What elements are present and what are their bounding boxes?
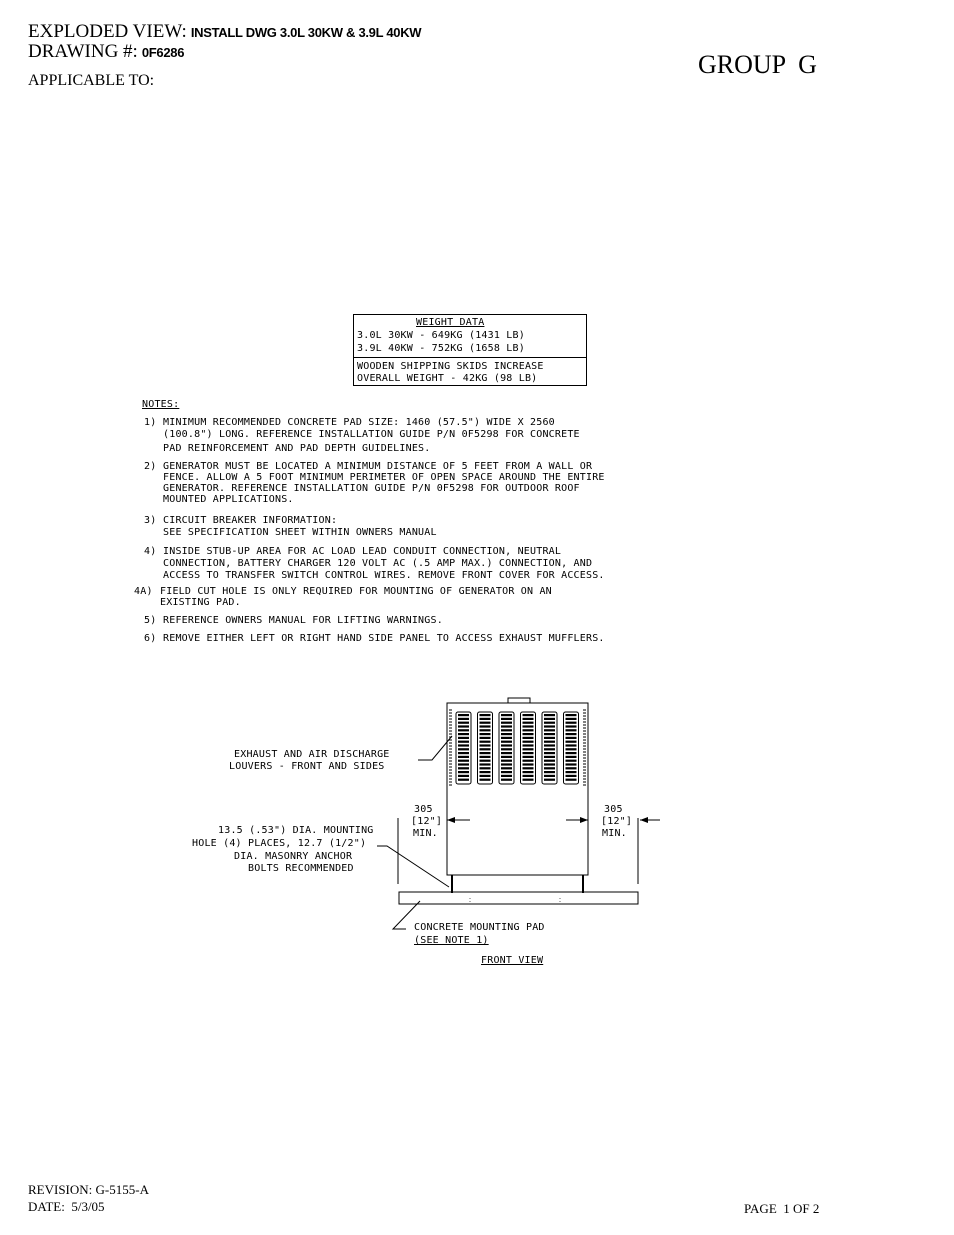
note-number: 4) [144,546,157,557]
louver-slot [458,714,469,716]
exhaust-cap [508,698,530,703]
louver-slot [480,741,491,743]
louver-slot [501,714,512,716]
louver-slot [458,729,469,731]
pad-callout: CONCRETE MOUNTING PAD [414,922,545,933]
louver-slot [458,763,469,765]
louver-slot [544,756,555,758]
louver-slot [544,741,555,743]
weight-data-title: WEIGHT DATA [416,317,485,328]
louver-slot [566,748,577,750]
louver-slot [566,779,577,781]
louver-slot [523,729,534,731]
page-number: PAGE 1 OF 2 [744,1201,820,1216]
note-number: 4A) [134,586,153,597]
louver-slot [566,718,577,720]
louver-slot [458,748,469,750]
louver-slot [458,744,469,746]
louver-slot [480,748,491,750]
front-louvers [456,712,579,784]
note-line: CONNECTION, BATTERY CHARGER 120 VOLT AC (.5 AMP MAX.) CONNECTION, AND [163,558,593,569]
louver-slot [566,714,577,716]
louver-slot [458,756,469,758]
louver-slot [501,763,512,765]
note-line: INSIDE STUB-UP AREA FOR AC LOAD LEAD CONDUIT CONNECTION, NEUTRAL [163,546,562,557]
louver-slot [523,714,534,716]
louver-slot [566,771,577,773]
louver-slot [458,752,469,754]
mounting-callout-line-4: BOLTS RECOMMENDED [248,863,354,874]
louver-slot [544,771,555,773]
louver-slot [523,748,534,750]
right-clearance-min: MIN. [602,828,627,839]
louver-slot [566,722,577,724]
pad-note-reference-text: (SEE NOTE 1) [414,935,489,946]
louver-slot [480,771,491,773]
mounting-callout-line-1: 13.5 (.53") DIA. MOUNTING [218,825,374,836]
louver-slot [501,760,512,762]
left-clearance-min: MIN. [413,828,438,839]
louver-slot [501,744,512,746]
louver-slot [544,760,555,762]
notes-title: NOTES: [142,399,180,410]
note-number: 3) [144,515,157,526]
louver-slot [458,733,469,735]
louver-slot [501,737,512,739]
exploded-view-label: EXPLODED VIEW: [28,21,187,42]
louver-slot [501,733,512,735]
applicable-to-label: APPLICABLE TO: [28,72,155,89]
louver-slot [566,744,577,746]
louver-slot [544,714,555,716]
date-label: DATE: 5/3/05 [28,1199,105,1214]
left-clearance-value: 305 [414,804,433,815]
louver-slot [523,733,534,735]
note-line: PAD REINFORCEMENT AND PAD DEPTH GUIDELINES. [163,443,431,454]
note-line: MINIMUM RECOMMENDED CONCRETE PAD SIZE: 1460 (57.5") WIDE X 2560 [163,417,555,428]
louver-slot [480,763,491,765]
louver-slot [458,725,469,727]
louver-slot [566,767,577,769]
louver-slot [544,733,555,735]
louver-slot [501,725,512,727]
note-number: 5) [144,615,157,626]
louver-slot [480,767,491,769]
louver-slot [523,718,534,720]
louver-slot [480,722,491,724]
skid-weight-line-1: WOODEN SHIPPING SKIDS INCREASE [357,361,544,372]
louver-slot [480,725,491,727]
louver-slot [480,737,491,739]
louver-slot [458,767,469,769]
louver-slot [544,752,555,754]
louver-slot [566,752,577,754]
louver-slot [458,760,469,762]
note-line: MOUNTED APPLICATIONS. [163,494,294,505]
louver-slot [544,725,555,727]
weight-row-30kw: 3.0L 30KW - 649KG (1431 LB) [357,330,525,341]
louver-slot [501,775,512,777]
louver-slot [480,733,491,735]
louver-slot [523,760,534,762]
louver-slot [544,729,555,731]
revision-label: REVISION: G-5155-A [28,1182,149,1197]
exploded-view-value: INSTALL DWG 3.0L 30KW & 3.9L 40KW [190,25,422,40]
louver-slot [480,714,491,716]
louver-slot [523,722,534,724]
louver-slot [501,752,512,754]
note-number: 2) [144,461,157,472]
louver-slot [458,775,469,777]
louver-slot [501,718,512,720]
louver-slot [523,767,534,769]
note-line: REFERENCE OWNERS MANUAL FOR LIFTING WARNINGS. [163,615,443,626]
louver-slot [566,729,577,731]
louver-slot [544,763,555,765]
louver-slot [480,718,491,720]
louver-slot [501,741,512,743]
louver-slot [523,779,534,781]
louver-slot [501,722,512,724]
louver-slot [523,737,534,739]
louvers-callout-line-2: LOUVERS - FRONT AND SIDES [229,761,385,772]
louver-slot [501,779,512,781]
louver-slot [523,752,534,754]
louver-slot [501,748,512,750]
mounting-callout-line-2: HOLE (4) PLACES, 12.7 (1/2") [192,838,367,849]
note-line: GENERATOR MUST BE LOCATED A MINIMUM DISTANCE OF 5 FEET FROM A WALL OR [163,461,593,472]
louver-slot [523,741,534,743]
side-louver-ticks [449,710,586,785]
louver-slot [566,756,577,758]
louvers-callout-line-1: EXHAUST AND AIR DISCHARGE [234,749,390,760]
skid-weight-line-2: OVERALL WEIGHT - 42KG (98 LB) [357,373,538,384]
drawing-number-label: DRAWING #: [28,41,138,62]
pad-note-reference [414,935,489,946]
concrete-pad [399,892,638,904]
louver-slot [566,775,577,777]
left-clearance-inches: [12"] [411,816,443,827]
louver-slot [480,752,491,754]
louver-slot [458,741,469,743]
right-clearance-arrowhead [580,817,588,823]
left-clearance-arrowhead [447,817,455,823]
group-label: GROUP G [698,50,817,79]
louver-slot [480,756,491,758]
louver-slot [458,737,469,739]
right-clearance-value: 305 [604,804,623,815]
louver-slot [544,775,555,777]
louver-slot [480,729,491,731]
note-number: 6) [144,633,157,644]
louver-slot [458,779,469,781]
louver-slot [566,763,577,765]
louver-slot [480,744,491,746]
louver-slot [523,756,534,758]
louver-slot [501,756,512,758]
louver-slot [480,775,491,777]
louver-slot [523,775,534,777]
note-line: EXISTING PAD. [160,597,241,608]
louver-slot [566,737,577,739]
louver-slot [458,771,469,773]
louver-slot [544,718,555,720]
weight-row-40kw: 3.9L 40KW - 752KG (1658 LB) [357,343,525,354]
louver-slot [523,725,534,727]
louver-slot [458,722,469,724]
louver-slot [544,767,555,769]
front-view-label: FRONT VIEW [481,955,544,966]
note-number: 1) [144,417,157,428]
mounting-hole-leader [377,846,449,887]
mounting-callout-line-3: DIA. MASONRY ANCHOR [234,851,353,862]
louver-slot [566,741,577,743]
note-line: CIRCUIT BREAKER INFORMATION: [163,515,338,526]
right-clearance-inches: [12"] [601,816,633,827]
louver-slot [566,725,577,727]
louver-slot [480,779,491,781]
louver-slot [544,722,555,724]
louver-slot [480,760,491,762]
louver-slot [458,718,469,720]
louver-slot [566,760,577,762]
louver-slot [523,771,534,773]
note-line: FIELD CUT HOLE IS ONLY REQUIRED FOR MOUNTING OF GENERATOR ON AN [160,586,552,597]
note-line: SEE SPECIFICATION SHEET WITHIN OWNERS MANUAL [163,527,437,538]
right-clearance-outer-arrowhead [640,817,648,823]
louver-slot [544,779,555,781]
generator-enclosure [447,703,588,875]
louver-slot [544,748,555,750]
note-line: FENCE. ALLOW A 5 FOOT MINIMUM PERIMETER OF OPEN SPACE AROUND THE ENTIRE [163,472,605,483]
note-line: REMOVE EITHER LEFT OR RIGHT HAND SIDE PANEL TO ACCESS EXHAUST MUFFLERS. [163,633,605,644]
note-line: GENERATOR. REFERENCE INSTALLATION GUIDE P/N 0F5298 FOR OUTDOOR ROOF [163,483,580,494]
louver-slot [566,733,577,735]
louver-slot [523,744,534,746]
louver-slot [544,737,555,739]
louver-slot [501,771,512,773]
louver-slot [501,767,512,769]
louver-slot [544,744,555,746]
louver-slot [523,763,534,765]
note-line: (100.8") LONG. REFERENCE INSTALLATION GUIDE P/N 0F5298 FOR CONCRETE [163,429,580,440]
louver-slot [501,729,512,731]
note-line: ACCESS TO TRANSFER SWITCH CONTROL WIRES. REMOVE FRONT COVER FOR ACCESS. [163,570,605,581]
drawing-number-value: 0F6286 [141,45,185,60]
